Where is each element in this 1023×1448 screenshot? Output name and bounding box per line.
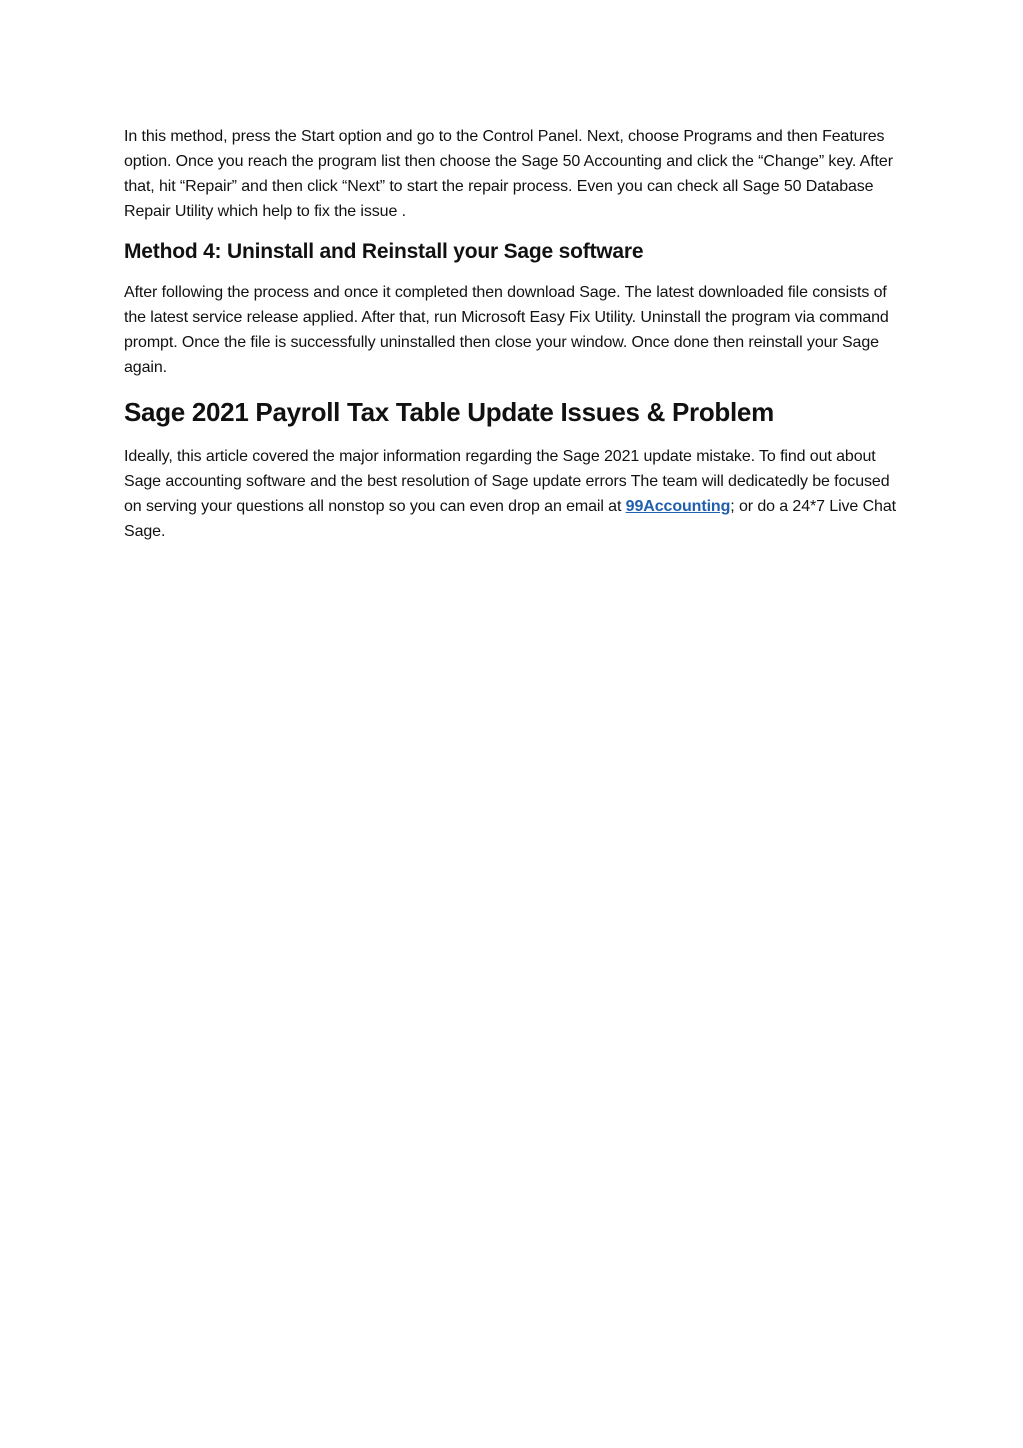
heading-method-4: Method 4: Uninstall and Reinstall your Sage software: [124, 240, 644, 263]
conclusion-text: Ideally, this article covered the major information regarding the Sage 2021 update mistake. To find out about Sage accounting software and the best resolution of Sage update errors The team will dedicatedly be focused on serving your questions all nonstop so you can even drop an email at: [124, 448, 890, 515]
paragraph-repair-steps: In this method, press the Start option and go to the Control Panel. Next, choose Programs and then Features option. Once you reach the program list then choose the Sage 50 Accounting and click the “Change” key. After that, hit “Repair” and then click “Next” to start the repair process. Even you can check all Sage 50 Database Repair Utility which help to fix the issue .: [124, 128, 893, 220]
accounting-link[interactable]: 99Accounting: [625, 498, 731, 515]
paragraph-conclusion: [124, 444, 904, 544]
conclusion-tail: ; or do a 24*7 Live Chat Sage.: [124, 498, 896, 540]
document-page: [124, 124, 904, 544]
paragraph-reinstall-steps: After following the process and once it completed then download Sage. The latest downloaded file consists of the latest service release applied. After that, run Microsoft Easy Fix Utility. Uninstall the program via command prompt. Once the file is successfully uninstalled then close your window. Once done then reinstall your Sage again.: [124, 284, 889, 376]
heading-payroll-issues: Sage 2021 Payroll Tax Table Update Issues & Problem: [124, 397, 774, 427]
